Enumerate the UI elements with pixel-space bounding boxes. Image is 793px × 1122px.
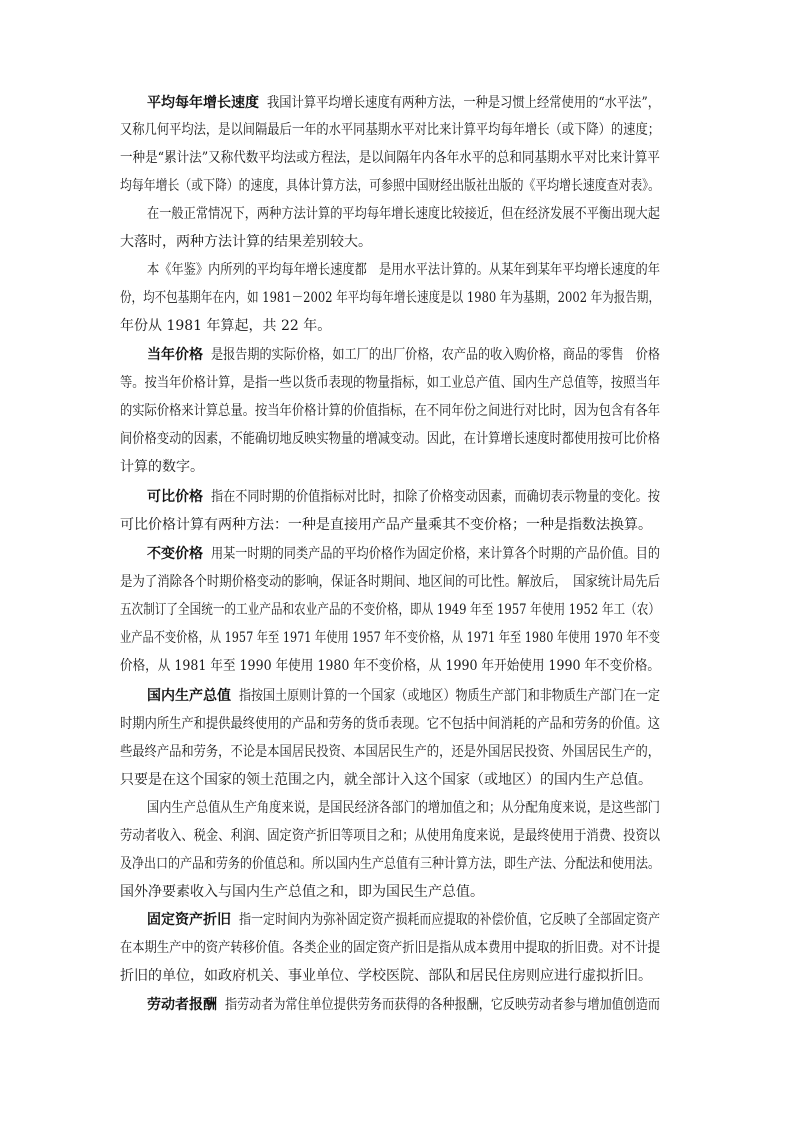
definition-line: 指按国土原则计算的一个国家（或地区）物质生产部门和非物质生产部门在一定 — [239, 688, 661, 704]
paragraph-line: 国内生产总值从生产角度来说，是国民经济各部门的增加值之和；从分配角度来说，是这些部门 — [147, 800, 660, 816]
term-heading: 平均每年增长速度 — [147, 95, 259, 111]
definition-line: 价格，从 1981 年至 1990 年使用 1980 年不变价格，从 1990 年开始使用 1990 年不变价格。 — [120, 658, 660, 674]
paragraph-line: 份，均不包基期年在内，如 1981－2002 年平均每年增长速度是以 1980 年为基期，2002 年为报告期， — [120, 290, 660, 306]
term-heading: 国内生产总值 — [147, 688, 231, 704]
definition-line: 用某一时期的同类产品的平均价格作为固定价格，来计算各个时期的产品价值。目的 — [211, 546, 661, 562]
definition-line: 是为了消除各个时期价格变动的影响，保证各时期间、地区间的可比性。解放后， 国家统计局先后 — [120, 574, 661, 590]
paragraph-line: 本《年鉴》内所列的平均每年增长速度都 是用水平法计算的。从某年到某年平均增长速度的年 — [147, 262, 660, 278]
definition-line: 均每年增长（或下降）的速度，具体计算方法，可参照中国财经出版社出版的《平均增长速度查对表》。 — [120, 178, 660, 194]
definition-line: 五次制订了全国统一的工业产品和农业产品的不变价格，即从 1949 年至 1957 年使用 1952 年工（农） — [120, 602, 660, 618]
paragraph-line: 大落时，两种方法计算的结果差别较大。 — [120, 234, 372, 250]
definition-line: 指一定时间内为弥补固定资产损耗而应提取的补偿价值，它反映了全部固定资产 — [239, 912, 661, 928]
definition-line: 我国计算平均增长速度有两种方法，一种是习惯上经常使用的“水平法”， — [267, 95, 661, 111]
definition-line: 计算的数字。 — [120, 459, 204, 475]
paragraph-line: 年份从 1981 年算起，共 22 年。 — [120, 318, 332, 334]
definition-line: 间价格变动的因素，不能确切地反映实物量的增减变动。因此，在计算增长速度时都使用按可比价格 — [120, 431, 660, 447]
paragraph-line: 国外净要素收入与国内生产总值之和，即为国民生产总值。 — [120, 884, 484, 900]
term-heading: 劳动者报酬 — [147, 997, 217, 1013]
definition-line: 等。按当年价格计算，是指一些以货币表现的物量指标，如工业总产值、国内生产总值等，按照当年 — [120, 375, 660, 391]
definition-line: 的实际价格来计算总量。按当年价格计算的价值指标，在不同年份之间进行对比时，因为包含有各年 — [120, 403, 660, 419]
definition-line: 指在不同时期的价值指标对比时，扣除了价格变动因素，而确切表示物量的变化。按 — [211, 489, 661, 505]
term-heading: 可比价格 — [147, 489, 203, 505]
paragraph-line: 劳动者收入、税金、利润、固定资产折旧等项目之和；从使用角度来说，是最终使用于消费、投资以 — [120, 828, 660, 844]
term-heading: 当年价格 — [147, 347, 203, 363]
paragraph-line: 及净出口的产品和劳务的价值总和。所以国内生产总值有三种计算方法，即生产法、分配法和使用法。 — [120, 856, 660, 872]
definition-line: 是报告期的实际价格，如工厂的出厂价格，农产品的收入购价格，商品的零售 价格 — [211, 347, 661, 363]
definition-line: 又称几何平均法，是以间隔最后一年的水平同基期水平对比来计算平均每年增长（或下降）的速度； — [120, 122, 660, 138]
definition-line: 可比价格计算有两种方法：一种是直接用产品产量乘其不变价格；一种是指数法换算。 — [120, 517, 652, 533]
definition-line: 一种是“累计法”又称代数平均法或方程法，是以间隔年内各年水平的总和同基期水平对比来计算平 — [120, 150, 660, 166]
term-heading: 不变价格 — [147, 546, 203, 562]
definition-line: 指劳动者为常住单位提供劳务而获得的各种报酬，它反映劳动者参与增加值创造而 — [225, 997, 661, 1013]
definition-line: 些最终产品和劳务，不论是本国居民投资、本国居民生产的，还是外国居民投资、外国居民生产的， — [120, 744, 660, 760]
definition-line: 只要是在这个国家的领土范围之内，就全部计入这个国家（或地区）的国内生产总值。 — [120, 772, 652, 788]
definition-line: 时期内所生产和提供最终使用的产品和劳务的货币表现。它不包括中间消耗的产品和劳务的价值。这 — [120, 716, 660, 732]
definition-line: 折旧的单位，如政府机关、事业单位、学校医院、部队和居民住房则应进行虚拟折旧。 — [120, 968, 652, 984]
definition-line: 在本期生产中的资产转移价值。各类企业的固定资产折旧是指从成本费用中提取的折旧费。对不计提 — [120, 940, 660, 956]
paragraph-line: 在一般正常情况下，两种方法计算的平均每年增长速度比较接近，但在经济发展不平衡出现大起 — [147, 206, 660, 222]
definition-line: 业产品不变价格，从 1957 年至 1971 年使用 1957 年不变价格，从 1971 年至 1980 年使用 1970 年不变 — [120, 630, 661, 646]
term-heading: 固定资产折旧 — [147, 912, 231, 928]
